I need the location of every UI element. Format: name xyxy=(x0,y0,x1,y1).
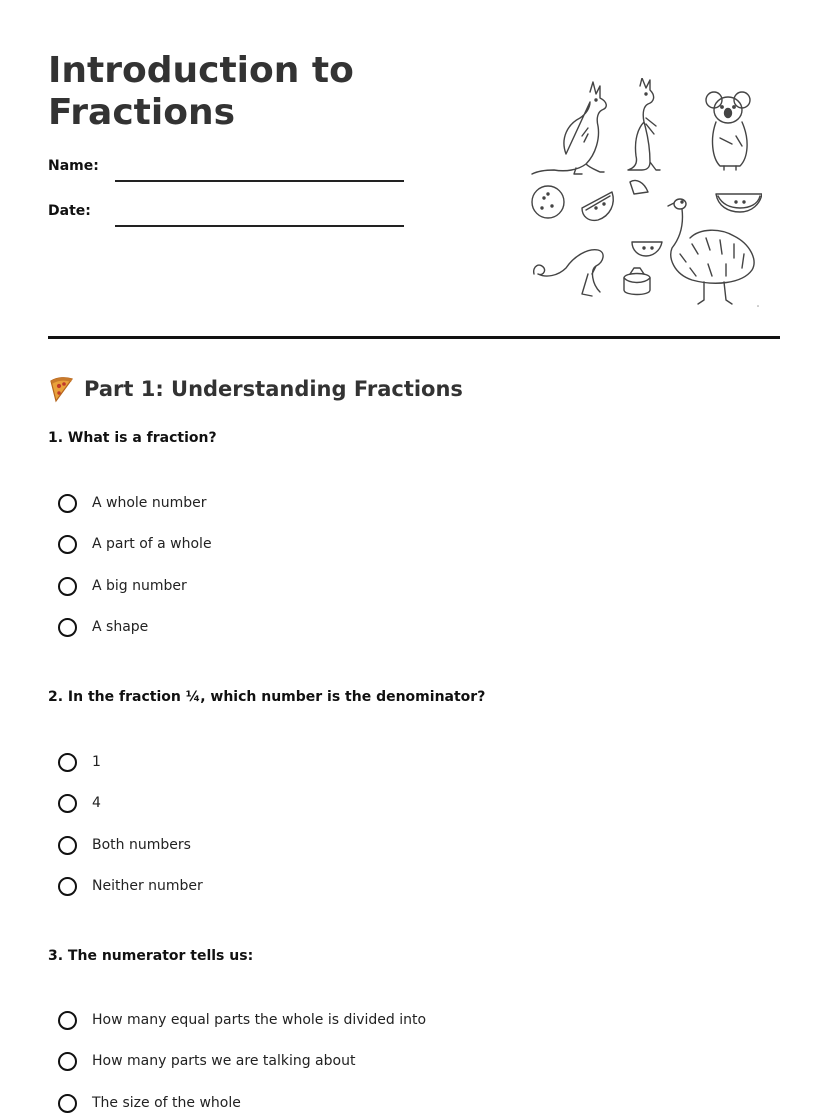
date-field[interactable] xyxy=(48,201,408,231)
koala-icon xyxy=(706,92,750,170)
option-a-part-of-a-whole[interactable] xyxy=(58,530,758,558)
option-neither-number[interactable] xyxy=(58,872,758,900)
option-label: 4 xyxy=(92,795,101,811)
option-label: A big number xyxy=(92,578,187,594)
pizza-icon xyxy=(48,375,74,403)
question-text: 2. In the fraction ¼, which number is the denominator? xyxy=(48,689,486,705)
option-label: 1 xyxy=(92,754,101,770)
option-label: The size of the whole xyxy=(92,1095,241,1111)
radio-button[interactable] xyxy=(58,877,77,896)
question-1 xyxy=(48,428,780,448)
section-title: Part 1: Understanding Fractions xyxy=(84,377,463,401)
radio-button[interactable] xyxy=(58,577,77,596)
question-3 xyxy=(48,946,780,966)
radio-button[interactable] xyxy=(58,836,77,855)
option-1[interactable] xyxy=(58,748,758,776)
name-field[interactable] xyxy=(48,156,408,186)
radio-button[interactable] xyxy=(58,618,77,637)
option-label: A part of a whole xyxy=(92,536,212,552)
question-2 xyxy=(48,687,780,707)
question-text: 3. The numerator tells us: xyxy=(48,948,254,964)
question-text: 1. What is a fraction? xyxy=(48,430,217,446)
option-size-of-whole[interactable] xyxy=(58,1089,758,1117)
emu-icon xyxy=(668,199,754,304)
page-title: Introduction to Fractions xyxy=(48,50,354,133)
option-label: Both numbers xyxy=(92,837,191,853)
date-input-line[interactable] xyxy=(115,225,404,227)
radio-button[interactable] xyxy=(58,1094,77,1113)
header-divider xyxy=(48,336,780,339)
worksheet-header xyxy=(48,0,780,340)
option-label: Neither number xyxy=(92,878,203,894)
watermelon-icon xyxy=(532,180,762,256)
option-label: How many parts we are talking about xyxy=(92,1053,356,1069)
radio-button[interactable] xyxy=(58,1052,77,1071)
option-both-numbers[interactable] xyxy=(58,831,758,859)
option-equal-parts-divided[interactable] xyxy=(58,1006,758,1034)
australian-animals-illustration xyxy=(530,78,762,310)
date-label: Date: xyxy=(48,203,91,219)
option-4[interactable] xyxy=(58,789,758,817)
part1-heading xyxy=(48,372,463,406)
radio-button[interactable] xyxy=(58,753,77,772)
option-a-whole-number[interactable] xyxy=(58,489,758,517)
option-label: How many equal parts the whole is divided into xyxy=(92,1012,427,1028)
kangaroo-icon xyxy=(532,82,606,174)
option-a-big-number[interactable] xyxy=(58,572,758,600)
option-parts-talking-about[interactable] xyxy=(58,1047,758,1075)
name-label: Name: xyxy=(48,158,99,174)
radio-button[interactable] xyxy=(58,794,77,813)
lamington-icon xyxy=(624,268,650,295)
worksheet-page xyxy=(48,0,780,1118)
option-label: A shape xyxy=(92,619,149,635)
platypus-icon xyxy=(534,250,603,296)
option-label: A whole number xyxy=(92,495,207,511)
option-a-shape[interactable] xyxy=(58,613,758,641)
radio-button[interactable] xyxy=(58,494,77,513)
radio-button[interactable] xyxy=(58,1011,77,1030)
wallaby-icon xyxy=(628,78,660,170)
name-input-line[interactable] xyxy=(115,180,404,182)
radio-button[interactable] xyxy=(58,535,77,554)
